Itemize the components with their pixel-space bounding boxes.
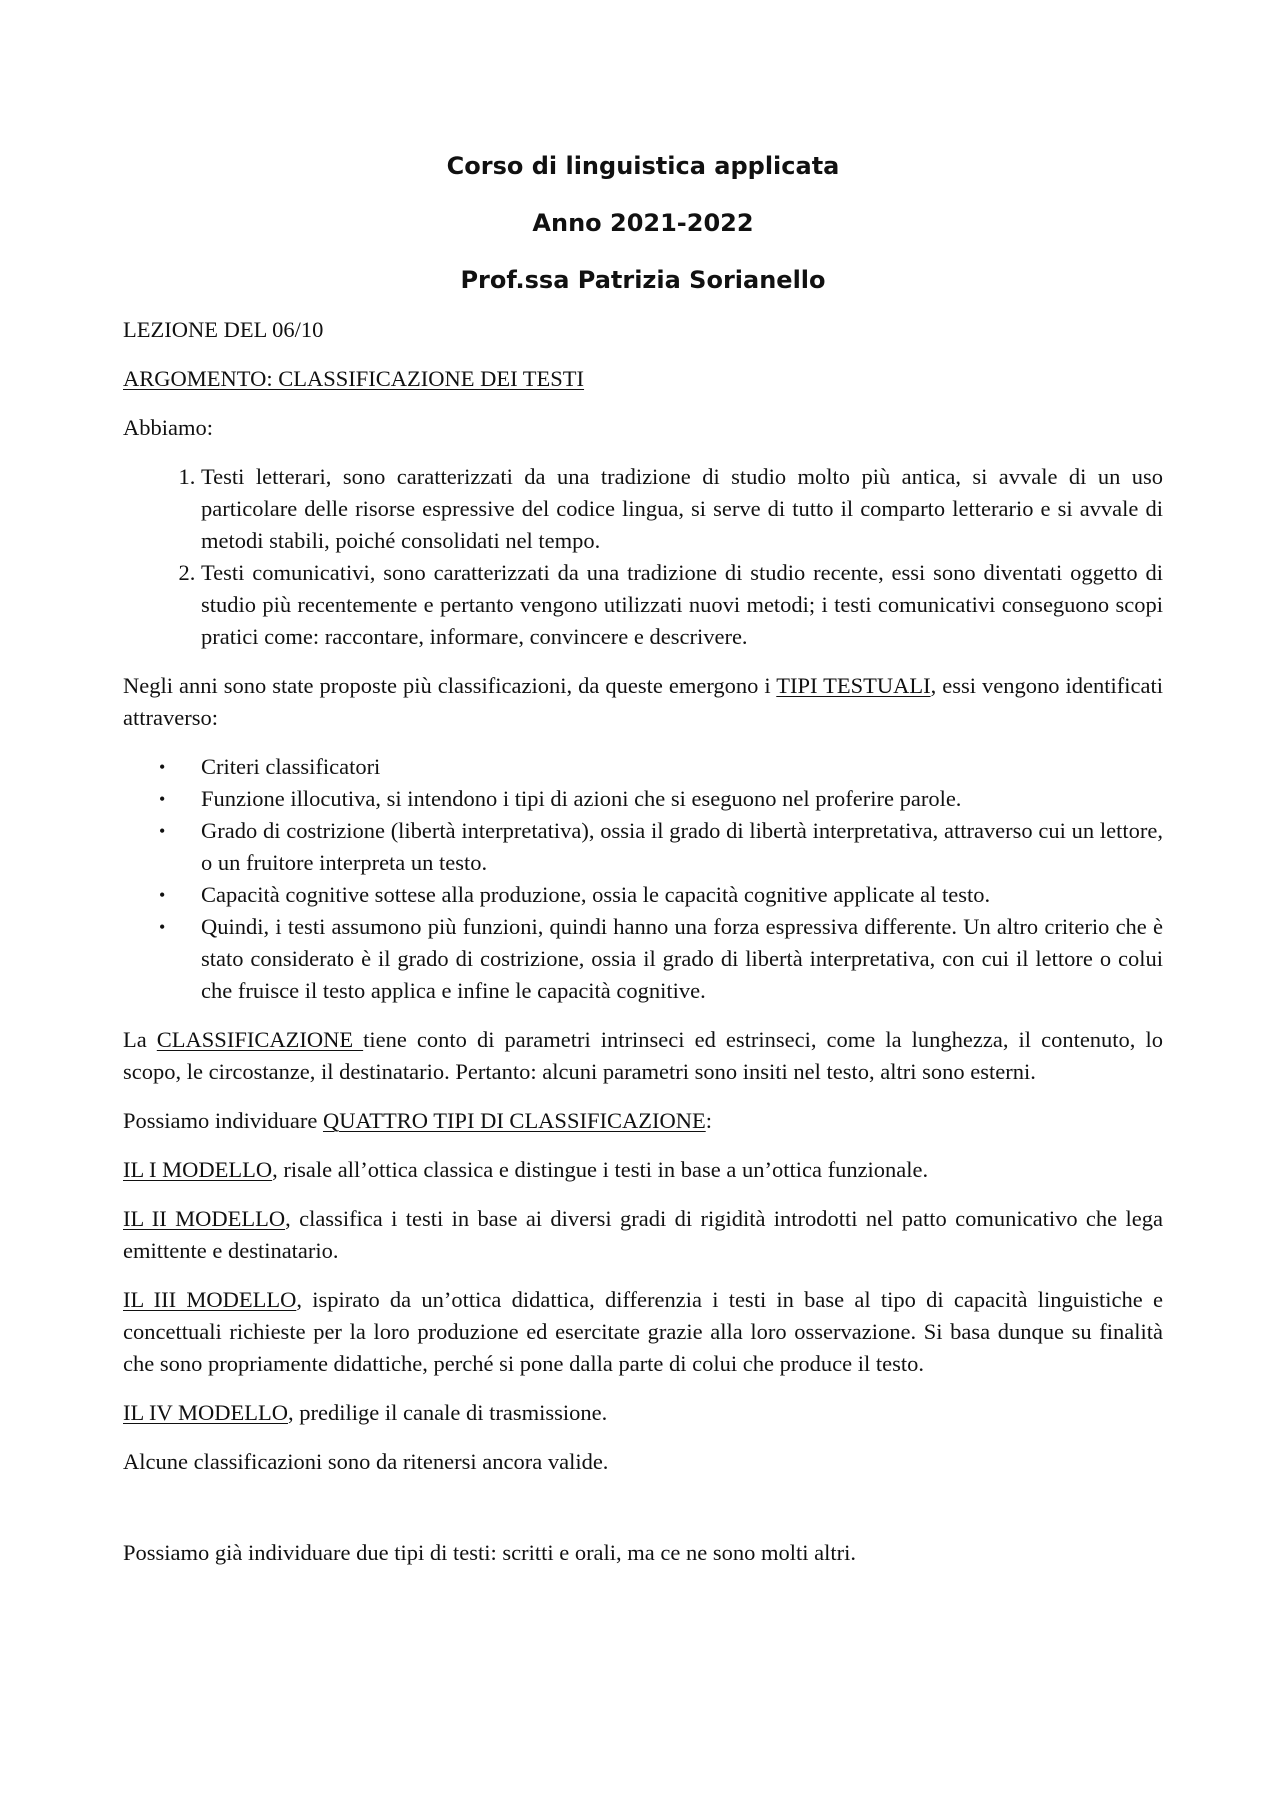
numbered-list bbox=[123, 461, 1163, 653]
academic-year: Anno 2021-2022 bbox=[532, 209, 754, 237]
topic-heading bbox=[123, 363, 1163, 395]
underlined-term: TIPI TESTUALI bbox=[776, 673, 931, 698]
model-label: IL II MODELLO bbox=[123, 1206, 286, 1231]
course-title: Corso di linguistica applicata bbox=[446, 152, 840, 180]
professor-name: Prof.ssa Patrizia Sorianello bbox=[460, 266, 826, 294]
paragraph-model-2 bbox=[123, 1203, 1163, 1267]
paragraph-quattro-tipi bbox=[123, 1105, 1163, 1137]
model-label: IL III MODELLO bbox=[123, 1287, 297, 1312]
bullet-list bbox=[123, 751, 1163, 1007]
model-text: , ispirato da un’ottica didattica, differenzia i testi in base al tipo di capacità linguistiche e concettuali richieste per la loro produzione ed esercitate grazie alla loro osservazione. Si basa dunque su finalità che sono propriamente didattiche, perché si pone dalla parte di colui che produce il testo. bbox=[123, 1287, 1163, 1376]
list-item: 2. Testi comunicativi, sono caratterizzati da una tradizione di studio recente, essi sono diventati oggetto di studio più recentemente e pertanto vengono utilizzati nuovi metodi; i testi comunicativi conseguono scopi pratici come: raccontare, informare, convincere e descrivere. bbox=[201, 557, 1163, 653]
intro-text: Abbiamo: bbox=[123, 415, 213, 440]
closing-paragraph-2: Possiamo già individuare due tipi di testi: scritti e orali, ma ce ne sono molti altri. bbox=[123, 1540, 856, 1565]
underlined-term: QUATTRO TIPI DI CLASSIFICAZIONE bbox=[322, 1108, 706, 1133]
paragraph-classificazione bbox=[123, 1024, 1163, 1088]
paragraph-tipi-testuali bbox=[123, 670, 1163, 734]
blank-line bbox=[123, 1495, 1163, 1537]
bullet-icon: • bbox=[159, 917, 166, 937]
bullet-icon: • bbox=[159, 757, 166, 777]
list-item: 1. Testi letterari, sono caratterizzati da una tradizione di studio molto più antica, si avvale di un uso particolare delle risorse espressive del codice lingua, si serve di tutto il comparto letterario e si avvale di metodi stabili, poiché consolidati nel tempo. bbox=[201, 461, 1163, 557]
text-run: Negli anni sono state proposte più classificazioni, da queste emergono i bbox=[123, 673, 777, 698]
text-run: La bbox=[123, 1027, 157, 1052]
list-item-text: Funzione illocutiva, si intendono i tipi di azioni che si eseguono nel proferire parole. bbox=[201, 786, 962, 811]
list-item-text: Quindi, i testi assumono più funzioni, quindi hanno una forza espressiva differente. Un altro criterio che è stato considerato è il grado di costrizione, ossia il grado di libertà interpretativa, con cui il lettore o colui che fruisce il testo applica e infine le capacità cognitive. bbox=[201, 914, 1163, 1003]
underlined-term: CLASSIFICAZIONE bbox=[156, 1027, 364, 1052]
text-run: : bbox=[705, 1108, 712, 1133]
model-text: , classifica i testi in base ai diversi gradi di rigidità introdotti nel patto comunicativo che lega emittente e destinatario. bbox=[123, 1206, 1163, 1263]
closing-paragraph-1: Alcune classificazioni sono da ritenersi ancora valide. bbox=[123, 1449, 609, 1474]
bullet-icon: • bbox=[159, 789, 166, 809]
model-text: , predilige il canale di trasmissione. bbox=[287, 1400, 608, 1425]
list-item-text: Grado di costrizione (libertà interpretativa), ossia il grado di libertà interpretativa, attraverso cui un lettore, o un fruitore interpreta un testo. bbox=[201, 818, 1163, 875]
document-page bbox=[123, 150, 1163, 1586]
paragraph-model-3 bbox=[123, 1284, 1163, 1380]
model-label: IL IV MODELLO bbox=[123, 1400, 288, 1425]
list-item-text: Capacità cognitive sottese alla produzione, ossia le capacità cognitive applicate al testo. bbox=[201, 882, 991, 907]
paragraph-model-1 bbox=[123, 1154, 1163, 1186]
bullet-icon: • bbox=[159, 821, 166, 841]
bullet-icon: • bbox=[159, 885, 166, 905]
topic-underlined: ARGOMENTO: CLASSIFICAZIONE DEI TESTI bbox=[123, 366, 585, 391]
paragraph-model-4 bbox=[123, 1397, 1163, 1429]
list-item-text: Criteri classificatori bbox=[201, 754, 381, 779]
text-run: Possiamo individuare bbox=[123, 1108, 323, 1133]
lesson-date: LEZIONE DEL 06/10 bbox=[123, 317, 324, 342]
list-item bbox=[159, 879, 1163, 911]
list-item bbox=[159, 783, 1163, 815]
list-item bbox=[159, 815, 1163, 879]
text-run: , essi vengono identificati attraverso: bbox=[123, 673, 1163, 730]
text-run: tiene conto di parametri intrinseci ed estrinseci, come la lunghezza, il contenuto, lo scopo, le circostanze, il destinatario. Pertanto: alcuni parametri sono insiti nel testo, altri sono esterni. bbox=[123, 1027, 1163, 1084]
list-item bbox=[159, 751, 1163, 783]
list-item bbox=[159, 911, 1163, 1007]
model-text: , risale all’ottica classica e distingue i testi in base a un’ottica funzionale. bbox=[272, 1157, 929, 1182]
model-label: IL I MODELLO bbox=[123, 1157, 273, 1182]
